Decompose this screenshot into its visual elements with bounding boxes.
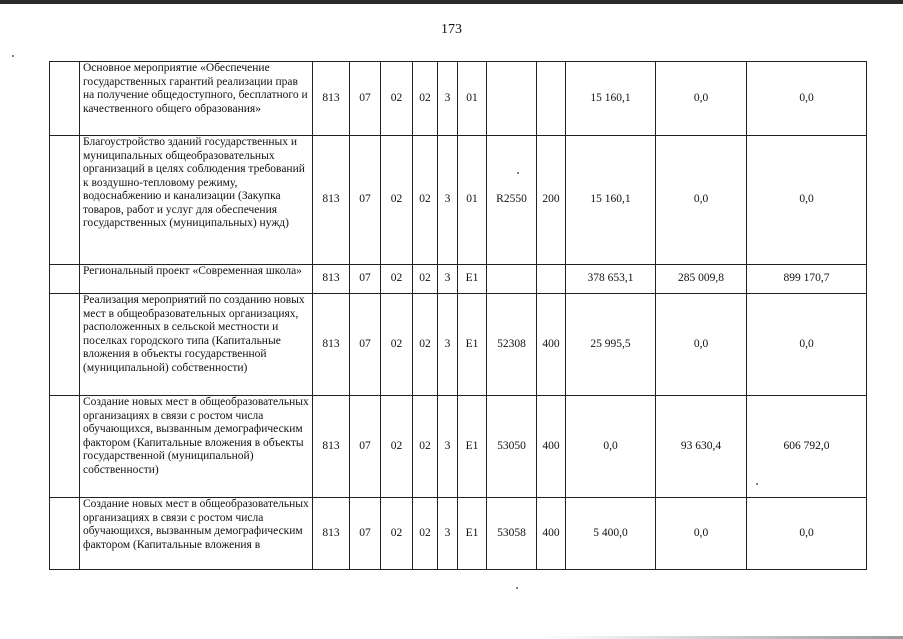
subprogram-code-cell: 3 [438, 62, 458, 136]
gr-code-cell: 813 [313, 62, 350, 136]
program-code-cell: 02 [413, 396, 438, 498]
page-number: 173 [441, 22, 462, 37]
blank-cell [50, 498, 80, 570]
amount-year3-cell: 899 170,7 [747, 265, 867, 294]
subsection-code-cell: 02 [381, 294, 413, 396]
amount-year2-cell: 93 630,4 [656, 396, 747, 498]
subprogram-code-cell: 3 [438, 136, 458, 265]
gr-code-cell: 813 [313, 136, 350, 265]
table-row [50, 294, 867, 396]
gr-code-cell: 813 [313, 498, 350, 570]
expense-type-cell: 400 [537, 294, 566, 396]
measure-code-cell: E1 [458, 498, 487, 570]
amount-year3-cell: 0,0 [747, 136, 867, 265]
subsection-code-cell: 02 [381, 498, 413, 570]
description-cell: Реализация мероприятий по созданию новых мест в общеобразовательных организациях, расположенных в сельской местности и поселках городского типа (Капитальные вложения в объекты государственной (муниципальной) собственности) [80, 294, 313, 396]
gr-code-cell: 813 [313, 294, 350, 396]
subprogram-code-cell: 3 [438, 294, 458, 396]
section-code-cell: 07 [350, 396, 381, 498]
target-code-cell: R2550 [487, 136, 537, 265]
amount-year2-cell: 285 009,8 [656, 265, 747, 294]
scan-speck [12, 55, 14, 57]
description-cell: Основное мероприятие «Обеспечение государственных гарантий реализации прав на получение общедоступного, бесплатного и качественного общего образования» [80, 62, 313, 136]
target-code-cell: 52308 [487, 294, 537, 396]
description-cell: Региональный проект «Современная школа» [80, 265, 313, 294]
target-code-cell: 53058 [487, 498, 537, 570]
amount-year1-cell: 5 400,0 [566, 498, 656, 570]
description-cell: Благоустройство зданий государственных и муниципальных общеобразовательных организаций в целях соблюдения требований к воздушно-тепловому режиму, водоснабжению и канализации (Закупка товаров, работ и услуг для обеспечения государственных (муниципальных) нужд) [80, 136, 313, 265]
amount-year2-cell: 0,0 [656, 136, 747, 265]
subprogram-code-cell: 3 [438, 396, 458, 498]
gr-code-cell: 813 [313, 396, 350, 498]
gr-code-cell: 813 [313, 265, 350, 294]
description-cell: Создание новых мест в общеобразовательных организациях в связи с ростом числа обучающихся, вызванным демографическим фактором (Капитальные вложения в объекты государственной (муниципальной) собственности) [80, 396, 313, 498]
amount-year1-cell: 15 160,1 [566, 136, 656, 265]
blank-cell [50, 136, 80, 265]
blank-cell [50, 396, 80, 498]
subprogram-code-cell: 3 [438, 265, 458, 294]
target-code-cell: 53050 [487, 396, 537, 498]
amount-year1-cell: 378 653,1 [566, 265, 656, 294]
amount-year3-cell: 0,0 [747, 62, 867, 136]
target-code-cell [487, 265, 537, 294]
amount-year2-cell: 0,0 [656, 62, 747, 136]
target-code-cell [487, 62, 537, 136]
expense-type-cell: 400 [537, 498, 566, 570]
subsection-code-cell: 02 [381, 396, 413, 498]
blank-cell [50, 62, 80, 136]
description-cell: Создание новых мест в общеобразовательных организациях в связи с ростом числа обучающихся, вызванным демографическим фактором (Капитальные вложения в [80, 498, 313, 570]
amount-year2-cell: 0,0 [656, 498, 747, 570]
amount-year1-cell: 15 160,1 [566, 62, 656, 136]
table-row [50, 265, 867, 294]
measure-code-cell: E1 [458, 294, 487, 396]
subprogram-code-cell: 3 [438, 498, 458, 570]
table-row [50, 498, 867, 570]
top-border-rule [0, 0, 903, 4]
expense-type-cell: 400 [537, 396, 566, 498]
subsection-code-cell: 02 [381, 136, 413, 265]
program-code-cell: 02 [413, 294, 438, 396]
expense-type-cell: 200 [537, 136, 566, 265]
blank-cell [50, 265, 80, 294]
amount-year1-cell: 25 995,5 [566, 294, 656, 396]
section-code-cell: 07 [350, 498, 381, 570]
budget-table [49, 61, 867, 570]
scan-speck [516, 587, 518, 589]
measure-code-cell: E1 [458, 265, 487, 294]
table-row [50, 136, 867, 265]
program-code-cell: 02 [413, 265, 438, 294]
section-code-cell: 07 [350, 136, 381, 265]
program-code-cell: 02 [413, 62, 438, 136]
subsection-code-cell: 02 [381, 265, 413, 294]
blank-cell [50, 294, 80, 396]
section-code-cell: 07 [350, 62, 381, 136]
program-code-cell: 02 [413, 136, 438, 265]
expense-type-cell [537, 62, 566, 136]
program-code-cell: 02 [413, 498, 438, 570]
section-code-cell: 07 [350, 265, 381, 294]
table-row [50, 62, 867, 136]
amount-year3-cell: 606 792,0 [747, 396, 867, 498]
subsection-code-cell: 02 [381, 62, 413, 136]
amount-year3-cell: 0,0 [747, 294, 867, 396]
amount-year3-cell: 0,0 [747, 498, 867, 570]
table-row [50, 396, 867, 498]
measure-code-cell: E1 [458, 396, 487, 498]
section-code-cell: 07 [350, 294, 381, 396]
measure-code-cell: 01 [458, 62, 487, 136]
amount-year1-cell: 0,0 [566, 396, 656, 498]
expense-type-cell [537, 265, 566, 294]
amount-year2-cell: 0,0 [656, 294, 747, 396]
measure-code-cell: 01 [458, 136, 487, 265]
